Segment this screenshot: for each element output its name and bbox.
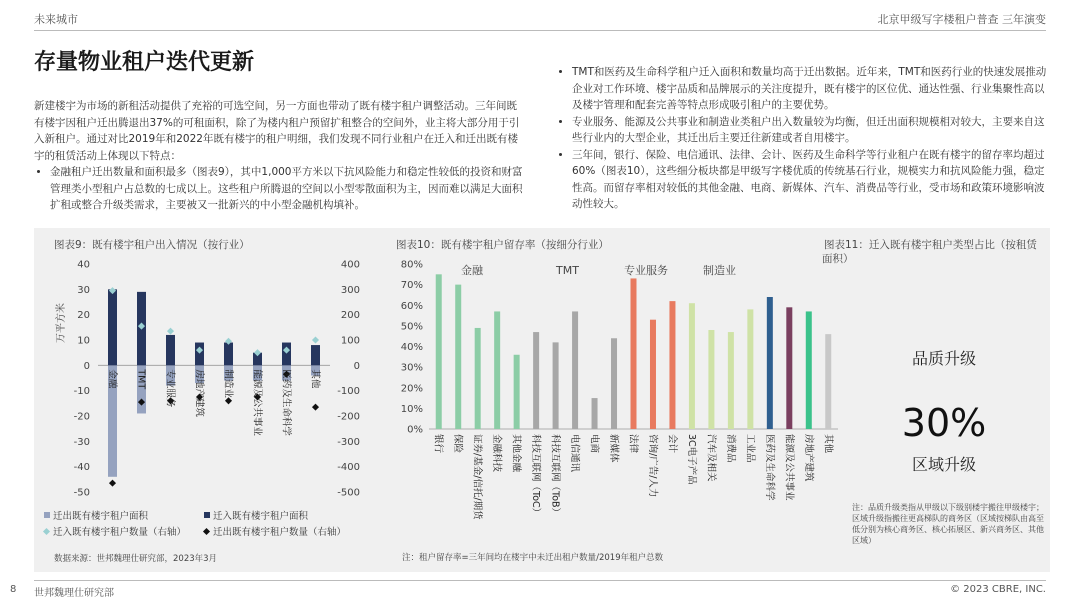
page-title: 存量物业租户迭代更新 (34, 49, 255, 75)
intro-text (34, 98, 524, 214)
bar-retention (825, 334, 831, 429)
category-label: 保险 (452, 434, 464, 454)
category-label: 金融 (106, 369, 118, 389)
category-label: 医药及生命科学 (763, 434, 775, 501)
chart11-bottom-label: 区域升级 (911, 455, 977, 474)
chart9-source: 数据来源：世邦魏理仕研究部，2023年3月 (54, 554, 218, 564)
right-column-text (556, 64, 1048, 213)
y-tick-label: 0% (407, 424, 423, 436)
bar-retention (728, 332, 734, 429)
chart9-title: 图表9：既有楼宇租户出入情况（按行业） (54, 239, 250, 251)
chart11-top-label: 品质升级 (911, 349, 977, 368)
top-divider (34, 30, 1046, 31)
category-label: 医药及生命科学 (280, 369, 292, 436)
right-bullet: • 三年间，银行、保险、电信通讯、法律、会计、医药及生命科学等行业租户在既有楼宇的留存率均超过60%（图表10），这些细分板块都是甲级写字楼优质的传统基石行业，规模实力和抗风险能力强，稳定性高。而留存率相对较低的其他金融、电商、新媒体、汽车、消费品等行业，受市场和政策环境影响波动性较大。 (572, 147, 1048, 213)
y-tick-label: 60% (400, 300, 423, 312)
y2-tick-label: 100 (340, 335, 360, 347)
bar-retention (533, 332, 539, 429)
category-label: 新媒体 (608, 434, 620, 463)
legend-label: 迁入既有楼宇租户数量（右轴） (53, 527, 187, 538)
bar-retention (650, 320, 656, 429)
y2-tick-label: 0 (353, 360, 360, 372)
intro-bullets (34, 164, 524, 214)
y2-tick-label: -500 (337, 487, 360, 499)
category-label: 专业服务 (164, 369, 176, 408)
category-label: 其他金融 (510, 434, 522, 473)
y-tick-label: 20 (77, 310, 90, 322)
y-tick-label: -40 (73, 462, 90, 474)
y-tick-label: 40 (77, 259, 90, 271)
category-label: 制造业 (222, 369, 234, 398)
category-label: 法律 (627, 434, 639, 454)
marker-in-count (312, 336, 319, 343)
bar-in-area (311, 345, 320, 365)
marker-out-count (225, 397, 232, 404)
y-tick-label: -20 (73, 411, 90, 423)
bar-retention (611, 338, 617, 429)
y2-tick-label: 200 (340, 310, 360, 322)
bar-retention (669, 301, 675, 429)
chart11-note: 注：品质升级类指从甲级以下级别楼宇搬往甲级楼宇；区域升级指搬往更高梯队的商务区（区域按梯队由高至低分别为核心商务区、核心拓展区、新兴商务区、其他区域） (852, 503, 1044, 545)
legend-swatch-out-count (203, 528, 210, 535)
category-label: 3C电子产品 (685, 434, 697, 485)
bar-retention (806, 311, 812, 429)
chart9-legend (43, 510, 346, 538)
group-label-services: 专业服务 (624, 264, 668, 277)
legend-label: 迁入既有楼宇租户面积 (213, 511, 309, 522)
category-label: 房地产建筑 (193, 369, 205, 417)
marker-out-count (109, 480, 116, 487)
legend-swatch-in-count (43, 528, 50, 535)
chart10-category-labels (433, 434, 835, 520)
right-bullets (556, 64, 1048, 213)
category-label: 其他 (309, 369, 321, 389)
y2-tick-label: -100 (337, 386, 360, 398)
chart11-value: 30% (901, 401, 987, 445)
y2-tick-label: 400 (340, 259, 360, 271)
bar-retention (572, 311, 578, 429)
page-number: 8 (10, 584, 17, 595)
category-label: 其他 (822, 434, 834, 454)
bar-retention (494, 311, 500, 429)
bar-retention (747, 309, 753, 429)
y-tick-label: -50 (73, 487, 90, 499)
bar-in-area (282, 343, 291, 366)
category-label: 金融科技 (491, 434, 503, 473)
category-label: 咨询/广告/人力 (646, 434, 658, 498)
y-tick-label: 30% (400, 362, 423, 374)
chart11-note-box (852, 502, 1044, 568)
y2-tick-label: -400 (337, 462, 360, 474)
legend-label: 迁出既有楼宇租户数量（右轴） (213, 527, 347, 538)
right-bullet: • 专业服务、能源及公共事业和制造业类租户出入数量较为均衡，但迁出面积规模相对较大，主要来自这些行业内的大型企业，其迁出后主要迁往新建或者自用楼宇。 (572, 114, 1048, 147)
y-tick-label: 0 (83, 360, 90, 372)
category-label: 证券/基金/信托/期货 (471, 434, 483, 520)
marker-in-count (167, 328, 174, 335)
category-label: 会计 (666, 434, 678, 454)
intro-paragraph: 新建楼宇为市场的新租活动提供了充裕的可选空间，另一方面也带动了既有楼宇租户调整活动。三年间既有楼宇因租户迁出腾退出37%的可租面积，除了为楼内租户预留扩租整合的空间外，业主将大部分用于引入新租户。通过对比2019年和2022年既有楼宇的租户明细，我们发现不同行业租户在迁入和迁出既有楼宇的租赁活动上体现以下特点： (34, 100, 520, 162)
group-label-manufacturing: 制造业 (703, 264, 736, 277)
bar-in-area (195, 343, 204, 366)
category-label: 汽车及相关 (705, 434, 717, 482)
bar-retention (631, 278, 637, 429)
brand-label: 未来城市 (34, 13, 78, 26)
intro-bullet: • 金融租户迁出数量和面积最多（图表9），其中1,000平方米以下抗风险能力和稳定性较低的投资和财富管理类小型租户占总数的七成以上。这些租户所腾退的空间以小型零散面积为主，因而难以满足大面积扩租或整合升级类需求，主要被又一批新兴的中小型金融机构填补。 (50, 164, 524, 214)
marker-out-count (312, 404, 319, 411)
bar-retention (475, 328, 481, 429)
y-tick-label: 30 (77, 284, 90, 296)
y2-tick-label: -200 (337, 411, 360, 423)
category-label: 房地产建筑 (802, 434, 814, 482)
y-tick-label: 70% (400, 280, 423, 292)
charts-svg (34, 228, 1050, 572)
chart10-bars (436, 274, 832, 429)
right-bullet: • TMT和医药及生命科学租户迁入面积和数量均高于迁出数据。近年来，TMT和医药行业的快速发展推动企业对工作环境、楼宇品质和品牌展示的关注度提升，既有楼宇的区位优、通达性强、行业集聚性高以及楼宇管理和配套完善等特点形成吸引租户的主要优势。 (572, 64, 1048, 114)
bottom-divider (34, 580, 1046, 581)
category-label: 电商 (588, 434, 600, 454)
bar-retention (455, 285, 461, 429)
category-label: 科技互联网（ToC） (530, 434, 542, 518)
y-tick-label: 40% (400, 342, 423, 353)
category-label: 能源及公共事业 (251, 369, 263, 436)
y-tick-label: 50% (400, 321, 423, 333)
charts-panel (34, 228, 1050, 572)
legend-label: 迁出既有楼宇租户面积 (53, 511, 149, 522)
chart9 (43, 238, 360, 564)
bar-in-area (224, 343, 233, 366)
chart9-ylabel: 万平方米 (56, 303, 67, 343)
chart10 (396, 238, 838, 563)
category-label: 工业品 (744, 434, 756, 463)
y-tick-label: 10% (400, 403, 423, 415)
bar-retention (592, 398, 598, 429)
legend-swatch-in-area (204, 512, 210, 518)
bar-in-area (166, 335, 175, 365)
bar-retention (553, 342, 559, 429)
y-tick-label: 80% (400, 259, 423, 271)
chart11-title: 图表11：迁入既有楼宇租户类型占比（按租赁面积） (822, 239, 1037, 265)
category-label: 能源及公共事业 (783, 434, 795, 501)
bar-retention (786, 307, 792, 429)
category-label: 科技互联网（ToB） (549, 434, 561, 518)
y-tick-label: -30 (73, 436, 90, 448)
bar-retention (708, 330, 714, 429)
bar-retention (689, 303, 695, 429)
footer-left: 世邦魏理仕研究部 (34, 588, 114, 599)
category-label: TMT (135, 369, 147, 390)
chart11 (822, 238, 1044, 568)
group-label-tmt: TMT (556, 264, 579, 277)
footer-right: © 2023 CBRE, INC. (950, 584, 1046, 595)
bar-in-area (108, 289, 117, 365)
chart11-title-box (822, 238, 1037, 278)
bar-retention (514, 355, 520, 429)
bar-retention (767, 297, 773, 429)
bar-retention (436, 274, 442, 429)
legend-swatch-out-area (44, 512, 50, 518)
report-title: 北京甲级写字楼租户普查 三年演变 (877, 13, 1046, 26)
y-tick-label: 20% (400, 383, 423, 395)
y2-tick-label: -300 (337, 436, 360, 448)
y-tick-label: 10 (77, 335, 90, 347)
group-label-finance: 金融 (461, 264, 483, 277)
chart10-title: 图表10：既有楼宇租户留存率（按细分行业） (396, 239, 609, 251)
category-label: 电信通讯 (569, 434, 581, 473)
chart10-note: 注：租户留存率=三年间均在楼宇中未迁出租户数量/2019年租户总数 (402, 553, 664, 563)
category-label: 消费品 (724, 434, 736, 463)
category-label: 银行 (432, 434, 444, 454)
y2-tick-label: 300 (340, 284, 360, 296)
y-tick-label: -10 (73, 386, 90, 398)
